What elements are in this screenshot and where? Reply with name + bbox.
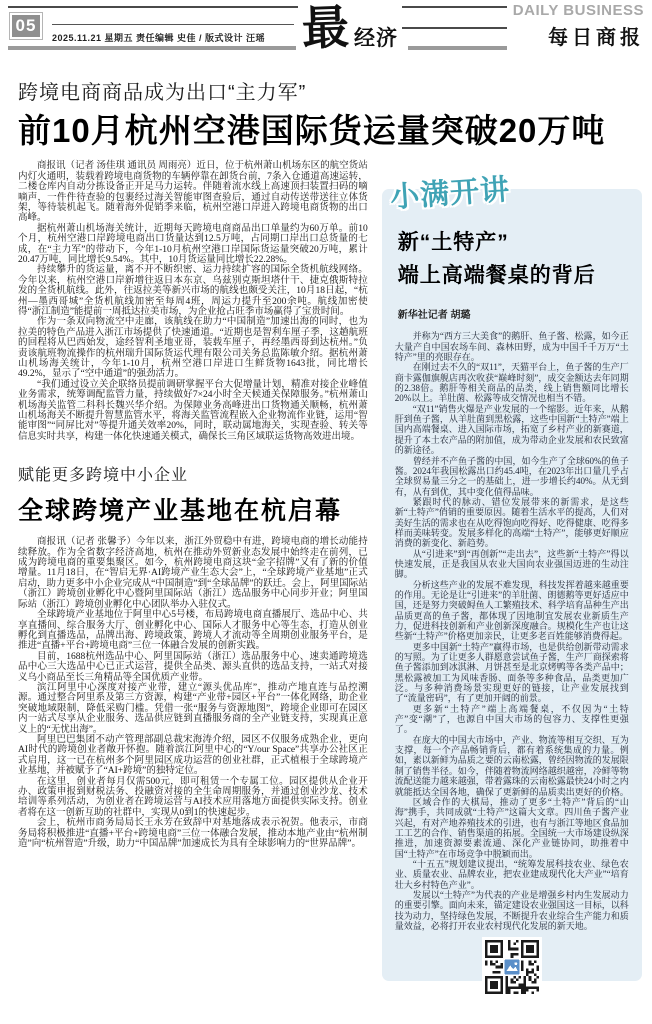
qr-code [482,937,542,997]
article-paragraph: 在这里，创业者每月仅需500元，即可租赁一个专属工位。园区提供从企业开办、政策申报到财税法务、投融资对接的全生命周期服务，并通过创业沙龙、技术培训等系列活动，为创业者在跨境运营与AI技术应用落地方面提供实际支持。创业者将在这一创新互助的社群中，实现从0到1的快速起步。 [18,776,368,818]
column-paragraph: 分析这些产业的发展不难发现，科技发挥着越来越重要的作用。无论是让“引进来”的羊肚菌、朗德鹅等更好适应中国，还是努力突破鲟鱼人工繁殖技术、科学培育品种生产出品质更高的鱼子酱，都体现了因地制宜发展农业新质生产力，促进科技创新和产业创新深度融合。规模化生产也让这些新“土特产”价格更加亲民，让更多老百姓能够消费得起。 [394,579,629,642]
article-paragraph: 据杭州萧山机场海关统计，近期每天跨境电商商品出口单量约为60万单。前10个月，杭州空港口岸跨境电商出口货量达到12.5万吨，占同期口岸出口总货量的七成，在“主力军”的带动下，今年1-10月杭州空港口岸国际货运量突破20万吨，累计20.47万吨，同比增长9.54%。其中，10月货运量同比增长22.28%。 [18,223,368,265]
right-column [382,161,640,1001]
lead-article-body [18,161,368,442]
column-paragraph: 在庞大的中国大市场中，产业、物流等相互交织、互为支撑，每一个产品畅销背后，都有着系统集成的力量。例如，素以新鲜为品质之要的云南松露，曾经因物流的发展限制了销售半径。如今，伴随着物流网络越织越密，冷鲜等物流配送能力越来越强，带着露珠的云南松露最快24小时之内就能抵达全国各地，确保了更新鲜的品质卖出更好的价格。 [394,734,629,797]
second-kicker: 赋能更多跨境中小企业 [18,467,189,485]
column-paragraph: 从“引进来”到“再创新”“走出去”，这些新“土特产”得以快速发展，正是我国从农业大国向农业强国迈进的生动注脚。 [394,548,629,580]
section-logo-character: 最 [301,2,350,56]
section-logo [298,2,402,56]
column-paragraph: 在刚过去不久的“双11”，天猫平台上，鱼子酱的生产厂商卡露伽旗舰店再次收获“巅峰时刻”，成交金额达去年同期的2.38倍。鹅肝等相关商品的品类，线上销售额同比增长20%以上。羊肚菌、松露等成交情况也相当不错。 [394,362,629,404]
column-byline: 新华社记者 胡璐 [397,310,471,322]
section-name: 经济 [354,27,398,50]
article-paragraph: 作为一条双向物流空中走廊，该航线在助力“中国制造”加速出海的同时，也为拉美的特色产品进入浙江市场提供了快速通道。“近期也是智利车厘子季，这趟航班的回程将从巴西始发，途经智利圣地亚哥，装载车厘子，再经墨西哥到达杭州。”负责该航班物流操作的杭州瑞升国际货运代理有限公司关务总监陈敏介绍。据杭州萧山机场海关统计，今年1-10月，杭州空港口岸进口生鲜货物1643批，同比增长49.2%，显示了“空中通道”的强劲活力。 [18,317,368,380]
page-number: 05 [10,13,42,39]
column-paragraph: “十五五”规划建议提出，“统筹发展科技农业、绿色农业、质量农业、品牌农业，把农业建成现代化大产业”“培育壮大乡村特色产业”。 [394,858,629,890]
column-paragraph: “双11”销售火爆是产业发展的一个缩影。近年来，从鹅肝到鱼子酱，从羊肚菌到黑松露，这些中国新“土特产”端上国内高端餐桌、进入国际市场，拓宽了乡村产业的新赛道，提升了本土农产品的附加值，成为带动企业发展和农民致富的新途径。 [394,403,629,456]
column-body [382,321,642,931]
article-paragraph: 目前，1688杭州选品中心、阿里国际站（浙江）选品服务中心、速卖通跨境选品中心三大选品中心已正式运营，提供全品类、源头直供的选品支持，一站式对接义乌小商品至长三角精品等全国优质产业带。 [18,651,368,683]
masthead [507,2,644,50]
article-paragraph: 滨江阿里中心深度对接产业带，建立“源头优品库”，推动产地直连与品控溯源。通过整合阿里系及第三方资源，构建“产业带+园区+平台”一体化网络，助企业突破地域限制，降低采购门槛。凭借一张“服务与资源地图”，跨境企业即可在园区内一站式尽享从企业服务、选品供应链到直播服务商的全产业链支持，实现真正意义上的“无忧出海”。 [18,682,368,735]
article-paragraph: 商报讯（记者 汤佳琪 通讯员 周雨亮）近日，位于杭州萧山机场东区的航空货站内灯火通明，装载着跨境电商货物的车辆停靠在卸货台前，7条入仓通道高速运转，二楼仓库内自动分拣设备正开足马力运转。伴随着流水线上高速顶扫装置扫码的嘀嘀声，一件件待查验的包裹经过海关智能审图查验后，通过自动传送带送往立体货架，等待装机起飞。随着海外促销季来临，杭州空港口岸进入跨境电商货物的出口高峰。 [18,161,368,224]
article-paragraph: 阿里巴巴集团不动产管理部副总裁宋海涛介绍，园区不仅服务成熟企业，更向AI时代的跨境创业者敞开怀抱。随着滨江阿里中心的“Y/our Space”共享办公社区正式启用，这一已在杭州多个阿里园区成功运营的创业社群，正式植根于全球跨境产业基地，并被赋予了“AI+跨境”的独特定位。 [18,734,368,777]
article-paragraph: 会上，杭州市商务局局长王永芳在致辞中对基地落成表示祝贺。他表示，市商务局将积极推进“直播+平台+跨境电商”三位一体融合发展，推动本地产业由“杭州制造”向“杭州智造”升级，助力“中国品牌”加速成长为具有全球影响力的“世界品牌”。 [18,818,368,850]
column-paragraph: 曾经并不产鱼子酱的中国，如今生产了全球60%的鱼子酱。2024年我国松露出口约45.4吨，在2023年出口量几乎占全球贸易量三分之一的基础上，进一步增长约40%。从无到有，从有到优，其中变化值得品味。 [394,455,629,497]
column-paragraph: 并称为“西方三大美食”的鹅肝、鱼子酱、松露，如今正大量产自中国农场车间、森林田野，成为中国千千万万“土特产”里的亮眼存在。 [394,331,629,363]
column-title-line1: 新“土特产” [397,231,509,255]
second-article-head [18,462,368,527]
lead-article-head [18,76,634,149]
column-paragraph: 更多新“土特产”端上高端餐桌，不仅因为“土特产”变“潮”了，也源自中国大市场的包容力、支撑性更强了。 [394,703,629,735]
masthead-english: DAILY BUSINESS [512,2,644,19]
left-column [18,161,368,1001]
column-series-logo: 小满开讲 [388,174,511,215]
article-paragraph: 持续攀升的货运量，离不开不断织密、运力持续扩容的国际全货机航线网络。今年以来，杭州空港口岸新增往返日本东京、乌兹别克斯坦塔什干、捷克俄斯特拉发的全货机航线。此外，往返拉美等新兴市场的航线也颇受关注，10月18日起，“杭州—墨西哥城”全货机航线加密至每周4班，周运力提升至200余吨。航线加密使得“浙江制造”能提前一周抵达拉美市场，为企业抢占旺季市场赢得了宝贵时间。 [18,265,368,317]
columns-container [18,161,640,1001]
masthead-chinese: 每日商报 [548,27,644,49]
column-title-line2: 端上高端餐桌的背后 [397,263,596,287]
lead-kicker: 跨境电商商品成为出口“主力军” [18,82,307,104]
column-paragraph: 区域合作的大棋局，推动了更多“土特产”背后的“山海”携手，共同成就“土特产”这篇大文章。四川鱼子酱产业兴起，有对产地养殖技术的引进，也有与浙江等地区食品加工工艺的合作、销售渠道的拓展。全国统一大市场建设纵深推进，加速资源要素流通、深化产业链协同，助推着中国“土特产”在市场竞争中脱颖而出。 [394,796,629,859]
article-paragraph: “我们通过设立关企联络员提前调研掌握平台大促增量计划，精准对接企业峰值业务需求，统筹调配监管力量，持续做好7×24小时全天候通关保障服务。”杭州萧山机场海关监管二科科长魏兴华介绍。为保障业务高峰进出口货物通关顺畅，杭州萧山机场海关不断提升智慧监管水平，将海关监管流程嵌入企业物流作业链，运用“智能审图”“同屏比对”等提升通关效率20%，同时，联动属地海关，实现查验、转关等信息实时共享，构建一体化快速通关模式，确保长三角区域联运货物高效进出境。 [18,379,368,442]
header-rule-left [8,46,296,50]
lead-headline: 前10月杭州空港国际货运量突破20万吨 [18,112,606,149]
column-box [382,174,642,981]
second-headline: 全球跨境产业基地在杭启幕 [18,497,343,526]
date-editor-line: 2025.11.21 星期五 责任编辑 史佳 / 版式设计 汪瑶 [52,24,294,44]
page-header [8,0,644,60]
second-article-body [18,537,368,849]
column-paragraph: 发展以“土特产”为代表的产业是增强乡村内生发展动力的重要引擎。面向未来，锚定建设农业强国这一目标，以科技为动力，坚持绿色发展，不断提升农业综合生产能力和质量效益，必将打开农业农村现代化发展的新天地。 [394,889,629,931]
column-paragraph: 更多中国新“土特产”赢得市场，也是供给创新带动需求的写照。为了让更多人群愿意尝试鱼子酱，生产厂商探索将鱼子酱添加到冰淇淋、月饼甚至是北京烤鸭等各类产品中；黑松露被加工为风味香肠、面条等多种食品，品类更加广泛。与多种消费场景实现更好的链接，让产业发展找到了“流量密码”，有了更加开阔的前景。 [394,641,629,704]
article-paragraph: 商报讯（记者 张馨予）今年以来，浙江外贸稳中有进，跨境电商的增长动能持续释放。作为全省数字经济高地，杭州在推动外贸新业态发展中始终走在前列，已成为跨境电商的重要集聚区。如今，杭州跨境电商这块“金字招牌”又有了新的价值增量。11月18日，在“智启无界·AI跨境产业生态大会”上，“全球跨境产业基地”正式启动，助力更多中小企业完成从“中国制造”到“全球品牌”的跃迁。会上，阿里国际站（浙江）跨境创业孵化中心暨阿里国际站（浙江）选品服务中心同步开业；阿里国际站（浙江）跨境创业孵化中心团队举办入驻仪式。 [18,537,368,610]
qr-center-icon [503,959,519,975]
column-paragraph: 紧跟时代的脉动、错位发展带来的新需求，是这些新“土特产”俏销的重要原因。随着生活水平的提高，人们对美好生活的需求也在从吃得饱向吃得好、吃得健康、吃得多样而美味转变。发展多样化的高端“土特产”，能够更好顺应消费的新变化、新趋势。 [394,496,629,549]
article-paragraph: 全球跨境产业基地位于阿里中心5号楼，布局跨境电商直播展厅、选品中心、共享直播间、综合服务大厅、创业孵化中心、国际人才服务中心等生态，打造从创业孵化到直播选品，品牌出海、跨境政策、跨境人才流动等全周期创业服务平台，是推进“直播+平台+跨境电商”三位一体融合发展的创新实践。 [18,610,368,652]
